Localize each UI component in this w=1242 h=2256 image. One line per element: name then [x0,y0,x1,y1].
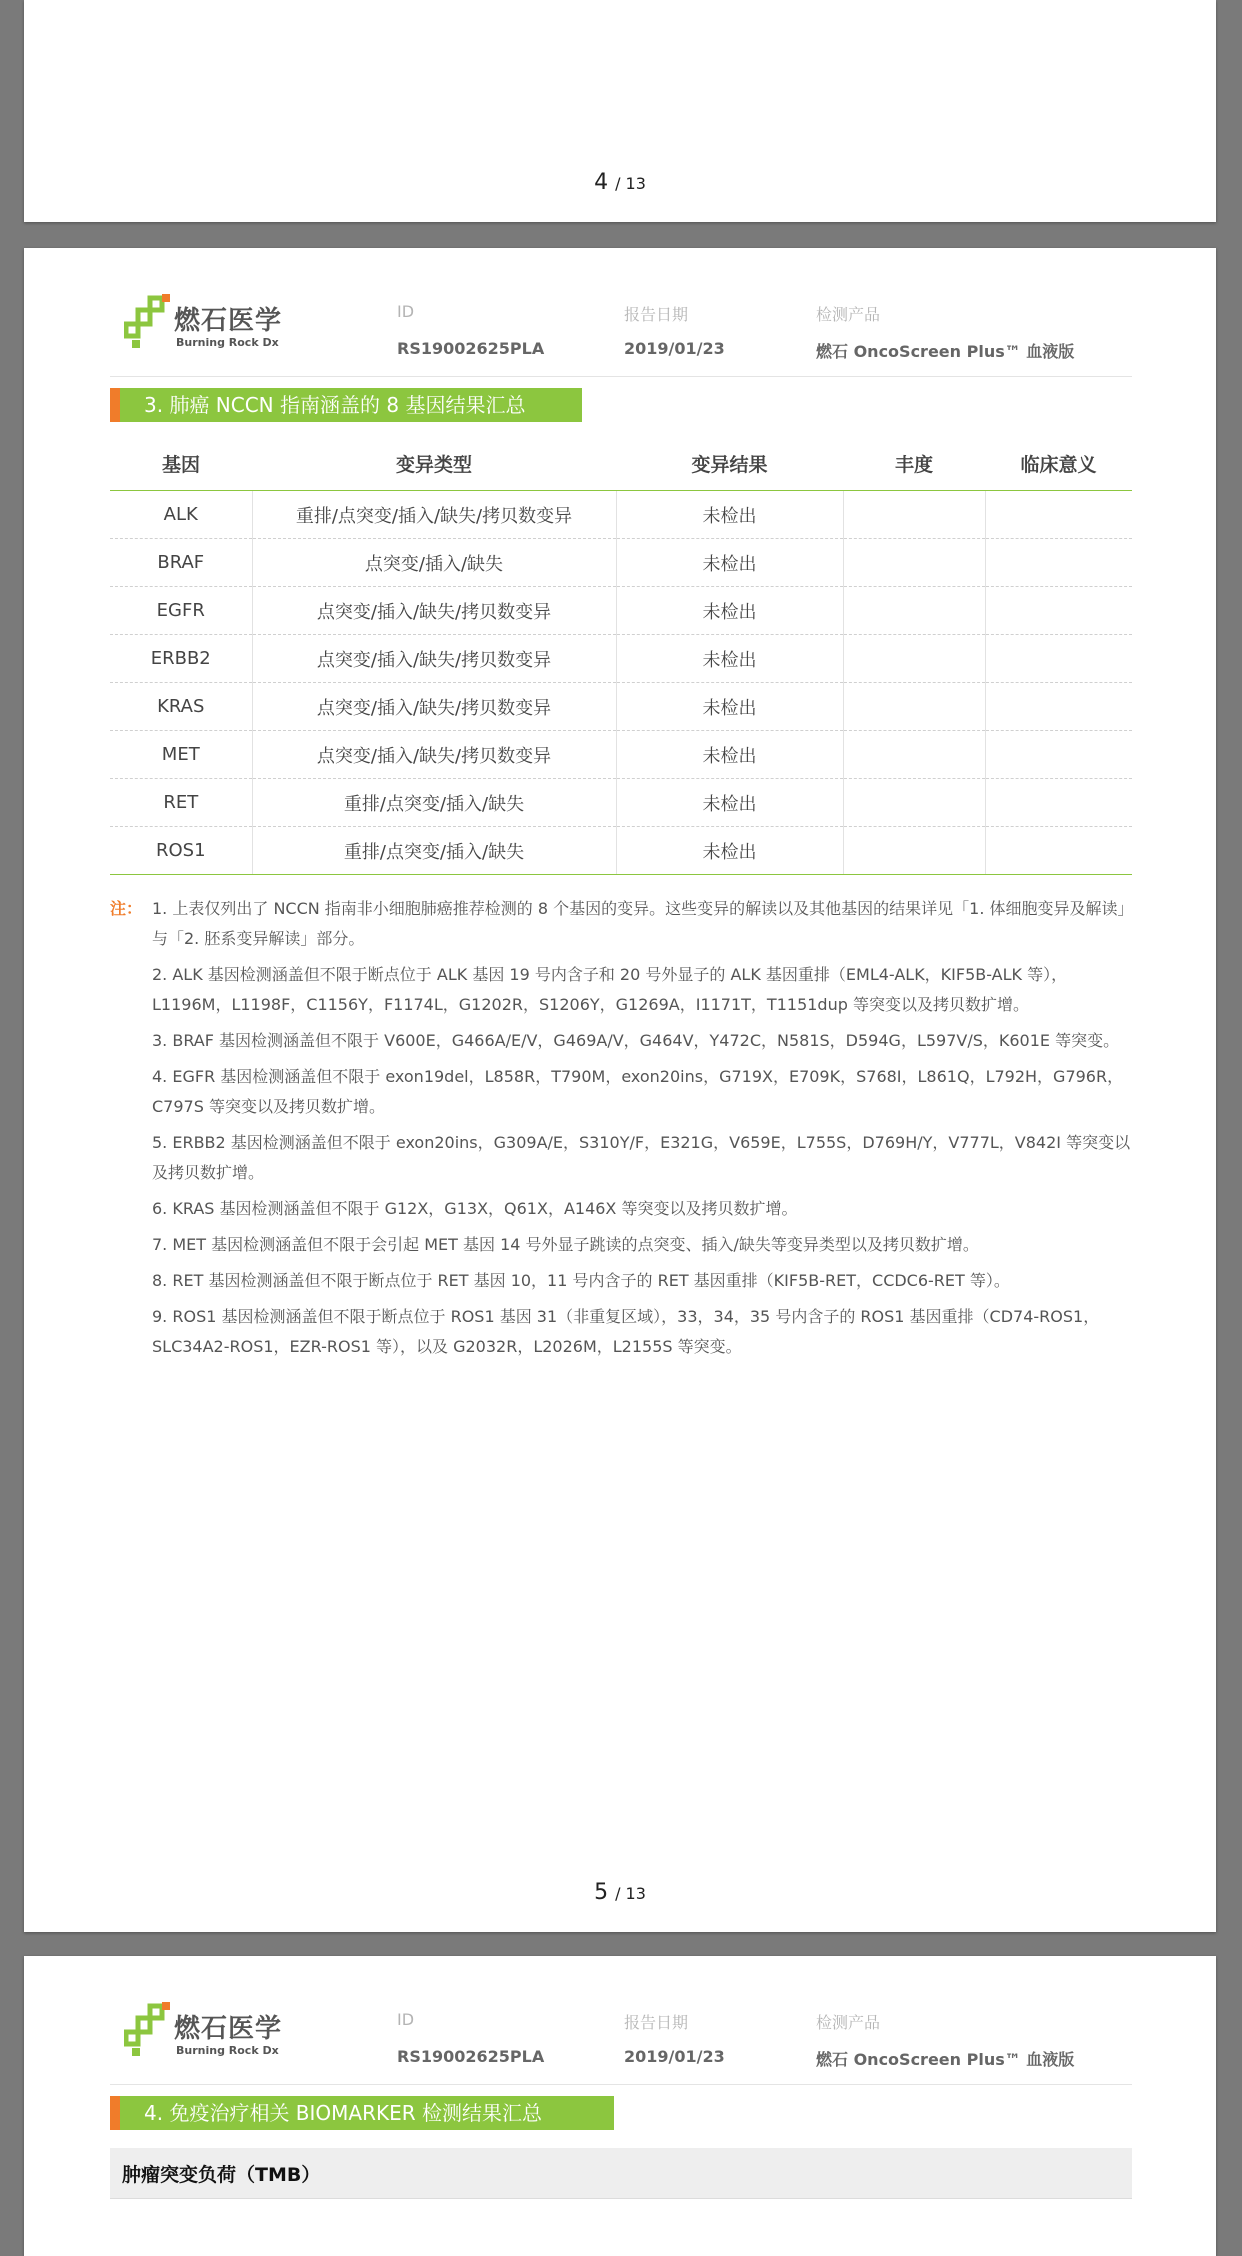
date-label: 报告日期 [624,305,689,324]
tmb-heading: 肿瘤突变负荷（TMB） [122,2164,321,2186]
burning-rock-logo [124,2002,284,2066]
page-4 [24,0,1216,222]
abundance-cell [843,587,985,635]
burning-rock-logo [124,294,284,358]
product-value: 燃石 OncoScreen Plus™ 血液版 [816,342,1075,361]
abundance-cell [843,635,985,683]
logo-mark-icon [124,294,172,354]
tmb-heading-bar [110,2148,1132,2199]
page-number-total: / 13 [615,174,646,193]
gene-cell: BRAF [110,539,252,587]
col-abundance: 丰度 [843,436,985,491]
table-header-row [110,436,1132,491]
clinical-cell [985,779,1132,827]
note-item: 3. BRAF 基因检测涵盖但不限于 V600E，G466A/E/V，G469A/V，G464V，Y472C，N581S，D594G，L597V/S，K601E 等突变。 [152,1031,1120,1050]
product-label: 检测产品 [816,2013,881,2032]
clinical-cell [985,587,1132,635]
abundance-cell [843,779,985,827]
variant-type-cell: 点突变/插入/缺失/拷贝数变异 [252,731,616,779]
note-item: 8. RET 基因检测涵盖但不限于断点位于 RET 基因 10，11 号内含子的 RET 基因重排（KIF5B-RET，CCDC6-RET 等）。 [152,1271,1010,1290]
header-divider [110,2084,1132,2085]
page-5 [24,248,1216,1932]
report-header [24,1956,1216,2086]
clinical-cell [985,827,1132,875]
note-item: 6. KRAS 基因检测涵盖但不限于 G12X，G13X，Q61X，A146X 等突变以及拷贝数扩增。 [152,1199,798,1218]
product-value: 燃石 OncoScreen Plus™ 血液版 [816,2050,1075,2069]
col-variant-type: 变异类型 [252,436,616,491]
section-3-title: 3. 肺癌 NCCN 指南涵盖的 8 基因结果汇总 [110,388,582,422]
note-item: 9. ROS1 基因检测涵盖但不限于断点位于 ROS1 基因 31（非重复区域），33，34，35 号内含子的 ROS1 基因重排（CD74-ROS1，SLC34A2-ROS1，EZR-ROS1 等），以及 G2032R，L2026M，L2155S 等突变。 [152,1307,1100,1356]
date-value: 2019/01/23 [624,339,725,358]
note-item: 2. ALK 基因检测涵盖但不限于断点位于 ALK 基因 19 号内含子和 20 号外显子的 ALK 基因重排（EML4-ALK，KIF5B-ALK 等），L1196M，L1198F，C1156Y，F1174L，G1202R，S1206Y，G1269A，I1171T，T1151dup 等突变以及拷贝数扩增。 [152,965,1068,1014]
variant-type-cell: 重排/点突变/插入/缺失 [252,827,616,875]
abundance-cell [843,491,985,539]
note-item: 4. EGFR 基因检测涵盖但不限于 exon19del，L858R，T790M，exon20ins，G719X，E709K，S768I，L861Q，L792H，G796R，C797S 等突变以及拷贝数扩增。 [152,1067,1124,1116]
table-row [110,587,1132,635]
date-label: 报告日期 [624,2013,689,2032]
gene-cell: KRAS [110,683,252,731]
table-row [110,683,1132,731]
product-label: 检测产品 [816,305,881,324]
note-item: 7. MET 基因检测涵盖但不限于会引起 MET 基因 14 号外显子跳读的点突变、插入/缺失等变异类型以及拷贝数扩增。 [152,1235,979,1254]
table-row [110,635,1132,683]
clinical-cell [985,731,1132,779]
logo-cn-text: 燃石医学 [174,306,283,336]
page-6 [24,1956,1216,2256]
report-header [24,248,1216,378]
page-number-current: 4 [594,170,609,195]
page-number [24,1880,1216,1905]
variant-result-cell: 未检出 [616,539,843,587]
note-text: 1. 上表仅列出了 NCCN 指南非小细胞肺癌推荐检测的 8 个基因的变异。这些变异的解读以及其他基因的结果详见「1. 体细胞变异及解读」与「2. 胚系变异解读」部分。 [152,899,1126,948]
variant-type-cell: 点突变/插入/缺失/拷贝数变异 [252,635,616,683]
header-divider [110,376,1132,377]
variant-result-cell: 未检出 [616,683,843,731]
id-label: ID [397,302,415,321]
col-clinical-significance: 临床意义 [985,436,1132,491]
gene-cell: ALK [110,491,252,539]
note-item: 5. ERBB2 基因检测涵盖但不限于 exon20ins，G309A/E，S310Y/F，E321G，V659E，L755S，D769H/Y，V777L，V842I 等突变以及拷贝数扩增。 [152,1133,1131,1182]
table-row [110,539,1132,587]
variant-result-cell: 未检出 [616,827,843,875]
logo-en-text: Burning Rock Dx [176,2044,279,2057]
logo-mark-icon [124,2002,172,2062]
page-number [24,170,1216,195]
section-4-title: 4. 免疫治疗相关 BIOMARKER 检测结果汇总 [110,2096,614,2130]
col-variant-result: 变异结果 [616,436,843,491]
variant-type-cell: 点突变/插入/缺失 [252,539,616,587]
id-value: RS19002625PLA [397,339,545,358]
variant-type-cell: 点突变/插入/缺失/拷贝数变异 [252,683,616,731]
notes-block [110,894,1132,1362]
gene-cell: ROS1 [110,827,252,875]
id-label: ID [397,2010,415,2029]
logo-en-text: Burning Rock Dx [176,336,279,349]
table-row [110,491,1132,539]
nccn-gene-table [110,436,1132,875]
page-number-current: 5 [594,1880,609,1905]
page-number-total: / 13 [615,1884,646,1903]
variant-type-cell: 重排/点突变/插入/缺失 [252,779,616,827]
abundance-cell [843,539,985,587]
notes-label: 注： [110,899,143,918]
clinical-cell [985,683,1132,731]
abundance-cell [843,731,985,779]
variant-result-cell: 未检出 [616,731,843,779]
variant-result-cell: 未检出 [616,587,843,635]
clinical-cell [985,635,1132,683]
gene-cell: ERBB2 [110,635,252,683]
gene-cell: EGFR [110,587,252,635]
gene-cell: MET [110,731,252,779]
logo-cn-text: 燃石医学 [174,2014,283,2044]
abundance-cell [843,827,985,875]
note-item [110,894,1132,954]
variant-type-cell: 点突变/插入/缺失/拷贝数变异 [252,587,616,635]
abundance-cell [843,683,985,731]
table-row [110,779,1132,827]
clinical-cell [985,491,1132,539]
id-value: RS19002625PLA [397,2047,545,2066]
col-gene: 基因 [110,436,252,491]
table-row [110,827,1132,875]
date-value: 2019/01/23 [624,2047,725,2066]
table-row [110,731,1132,779]
variant-result-cell: 未检出 [616,779,843,827]
variant-result-cell: 未检出 [616,635,843,683]
variant-result-cell: 未检出 [616,491,843,539]
gene-cell: RET [110,779,252,827]
clinical-cell [985,539,1132,587]
variant-type-cell: 重排/点突变/插入/缺失/拷贝数变异 [252,491,616,539]
